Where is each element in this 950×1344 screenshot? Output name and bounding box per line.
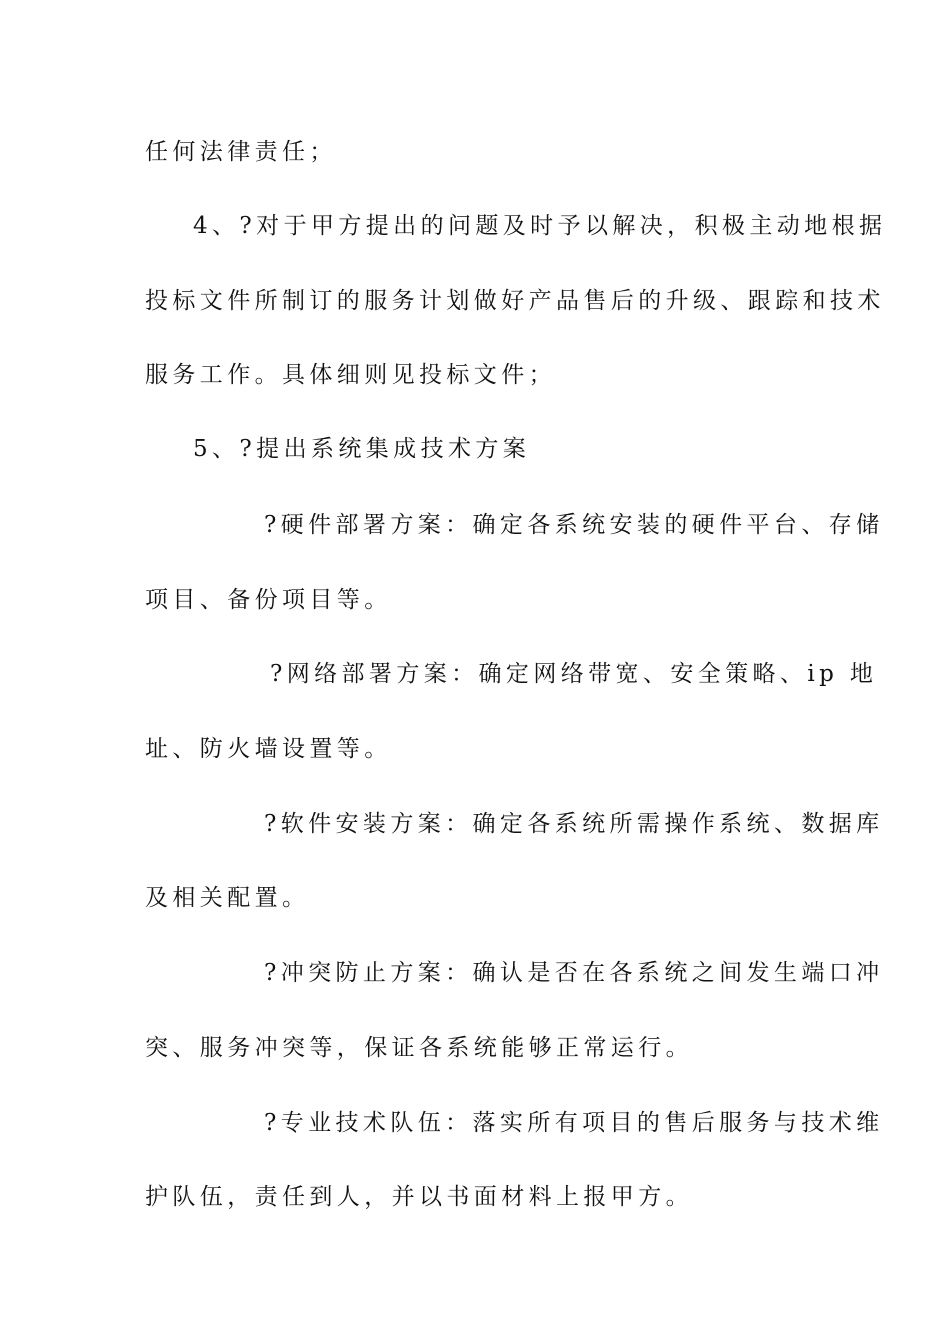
paragraph-line-conflict-plan-start: ?冲突防止方案：确认是否在各系统之间发生端口冲 [264,960,884,986]
paragraph-line-item-5-heading: 5、?提出系统集成技术方案 [193,436,531,462]
paragraph-line-conflict-plan-end: 突、服务冲突等，保证各系统能够正常运行。 [145,1035,693,1061]
paragraph-line-item-4-start: 4、?对于甲方提出的问题及时予以解决，积极主动地根据 [193,213,887,239]
paragraph-line-item-4-end: 服务工作。具体细则见投标文件； [145,362,556,388]
paragraph-line-software-plan-end: 及相关配置。 [145,885,310,911]
paragraph-line-network-plan-end: 址、防火墙设置等。 [145,736,392,762]
paragraph-line-network-plan-start: ?网络部署方案：确定网络带宽、安全策略、ip 地 [270,661,878,687]
paragraph-line-item-4-middle: 投标文件所制订的服务计划做好产品售后的升级、跟踪和技术 [145,288,885,314]
paragraph-line-hardware-plan-start: ?硬件部署方案：确定各系统安装的硬件平台、存储 [264,512,884,538]
paragraph-line-team-plan-end: 护队伍，责任到人，并以书面材料上报甲方。 [145,1184,693,1210]
paragraph-line-software-plan-start: ?软件安装方案：确定各系统所需操作系统、数据库 [264,811,884,837]
paragraph-line-legal-liability: 任何法律责任； [145,139,337,165]
paragraph-line-hardware-plan-end: 项目、备份项目等。 [145,587,392,613]
paragraph-line-team-plan-start: ?专业技术队伍：落实所有项目的售后服务与技术维 [264,1110,884,1136]
